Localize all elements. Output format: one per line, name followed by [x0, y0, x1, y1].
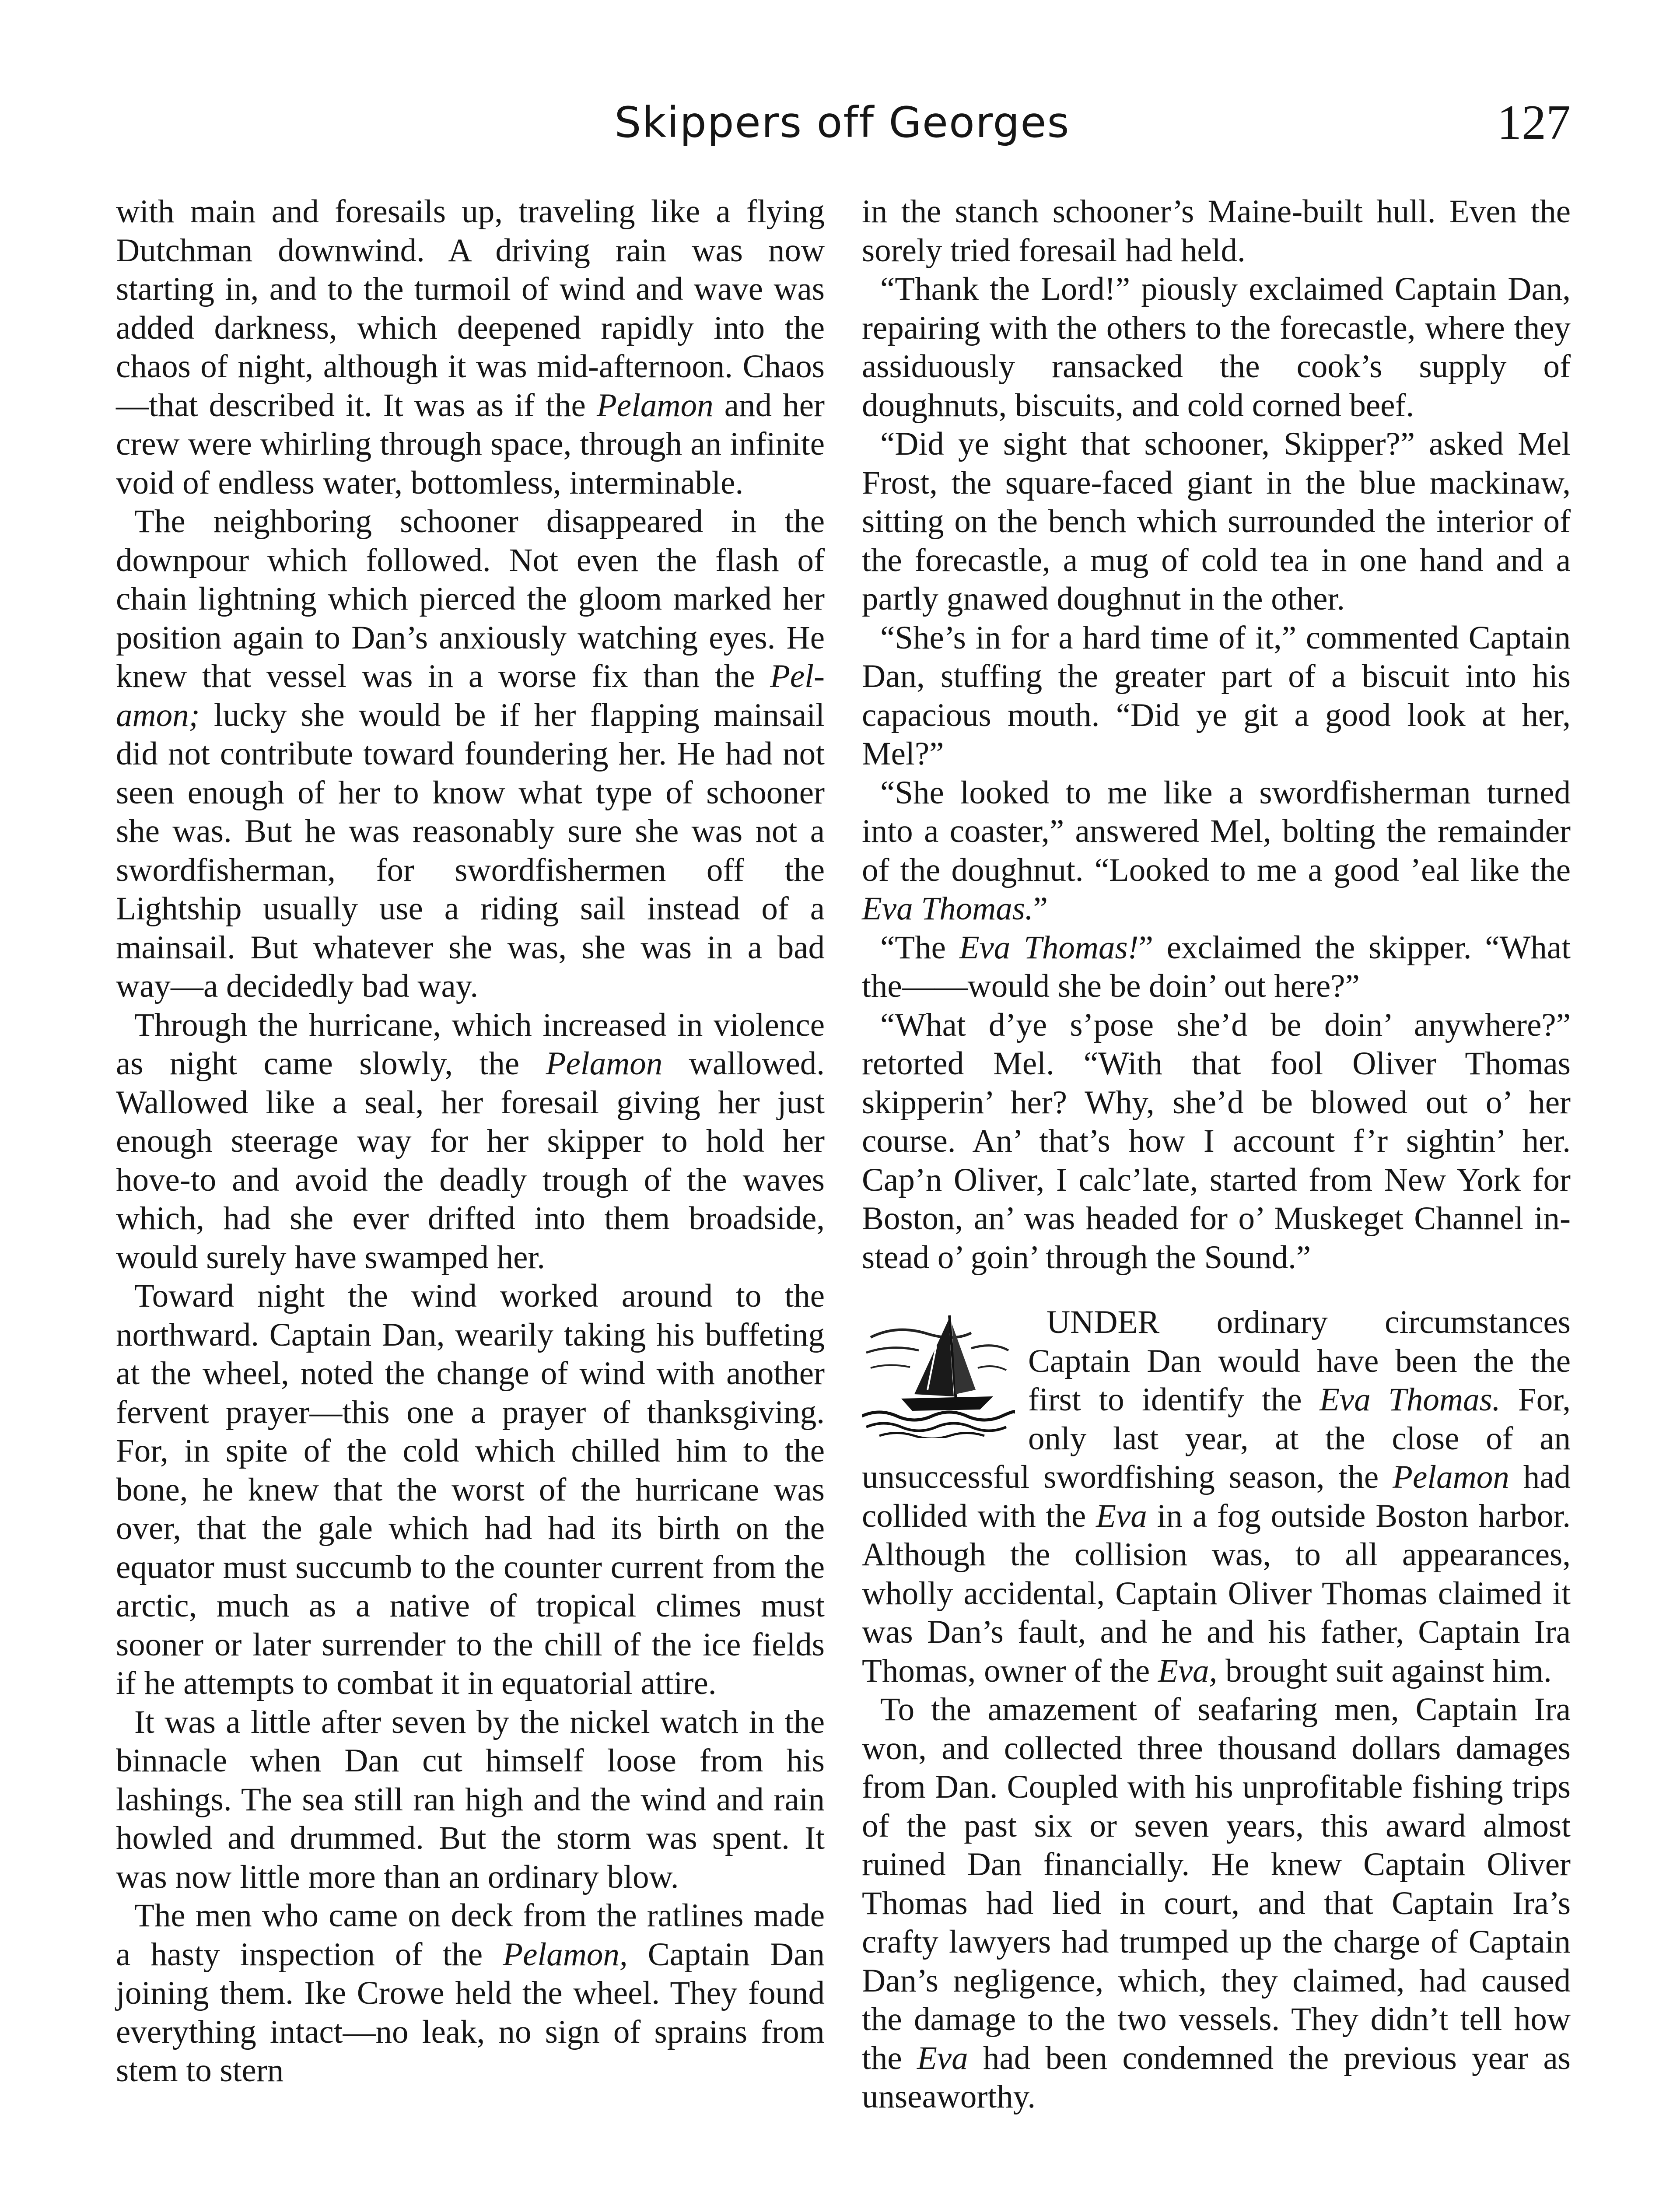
left-column: [116, 193, 825, 2090]
right-column: [862, 193, 1571, 2117]
paragraph: The men who came on deck from the ratlines made a hasty inspection of the Pelamon, Captain Dan joining them. Ike Crowe held the wheel. They found everything intact—no leak, no sign of sprains from stem to stern: [116, 1897, 825, 2089]
paragraph: UNDER ordinary circumstances Captain Dan would have been the the first to identify the Eva Thomas. For, only last year, at the close of an unsuccessful swordfishing season, the Pelamon had collided with the Eva in a fog outside Boston harbor. Although the collision was, to all appearances, wholly accidental, Captain Oliver Thomas claimed it was Dan’s fault, and he and his father, Captain Ira Thomas, owner of the Eva, brought suit against him.: [862, 1304, 1571, 1689]
paragraph: “Did ye sight that schooner, Skipper?” asked Mel Frost, the square-faced giant in the blue mackinaw, sitting on the bench which surrounded the interior of the forecastle, a mug of cold tea in one hand and a partly gnawed doughnut in the other.: [862, 426, 1571, 617]
paragraph: To the amazement of seafaring men, Captain Ira won, and collected three thousand dollars damages from Dan. Coupled with his unprofitable fishing trips of the past six or seven years, this award almost ruined Dan financially. He knew Captain Oliver Thomas had lied in court, and that Captain Ira’s crafty lawyers had trumped up the charge of Captain Dan’s negligence, which, they claimed, had caused the damage to the two vessels. They didn’t tell how the Eva had been condemned the previous year as unseaworthy.: [862, 1691, 1571, 2115]
running-head: [114, 88, 1571, 158]
section-break: [862, 1303, 1571, 2117]
paragraph: It was a little after seven by the nickel watch in the binnacle when Dan cut himself loose from his lashings. The sea still ran high and the wind and rain howled and drummed. But the storm was spent. It was now little more than an ordinary blow.: [116, 1704, 825, 1895]
paragraph: “She’s in for a hard time of it,” commented Captain Dan, stuffing the greater part of a biscuit into his capacious mouth. “Did ye git a good look at her, Mel?”: [862, 619, 1571, 772]
paragraph: The neighboring schooner disappeared in the downpour which followed. Not even the flash of chain lightning which pierced the gloom marked her position again to Dan’s anxiously watching eyes. He knew that vessel was in a worse fix than the Pelamon; lucky she would be if her flapping mainsail did not contribute toward foundering her. He had not seen enough of her to know what type of schooner she was. But he was reasonably sure she was not a swordfisherman, for swordfishermen off the Lightship usually use a riding sail instead of a mainsail. But whatever she was, she was in a bad way—a decidedly bad way.: [116, 503, 825, 1004]
paragraph: in the stanch schooner’s Maine-built hull. Even the sorely tried foresail had held.: [862, 193, 1571, 269]
running-title: Skippers off Georges: [614, 98, 1070, 147]
paragraph: “The Eva Thomas!” exclaimed the skipper. “What the——would she be doin’ out here?”: [862, 929, 1571, 1004]
page-number: 127: [1497, 95, 1571, 150]
paragraph: “Thank the Lord!” piously exclaimed Captain Dan, repairing with the others to the forecastle, where they assiduously ransacked the cook’s supply of doughnuts, biscuits, and cold corned beef.: [862, 271, 1571, 424]
paragraph: Through the hurricane, which increased in violence as night came slowly, the Pelamon wallowed. Wallowed like a seal, her foresail giving her just enough steerage way for her skipper to hold her hove-to and avoid the deadly trough of the waves which, had she ever drifted into them broadside, would surely have swamped her.: [116, 1006, 825, 1276]
paragraph: with main and foresails up, traveling like a flying Dutchman downwind. A driving rain was now starting in, and to the turmoil of wind and wave was added darkness, which deepened rapidly into the chaos of night, although it was mid-afternoon. Chaos—that described it. It was as if the Pelamon and her crew were whirling through space, through an infinite void of endless water, bottomless, interminable.: [116, 193, 825, 501]
sailing-schooner-icon: [862, 1307, 1015, 1438]
paragraph: Toward night the wind worked around to the northward. Captain Dan, wearily taking his buffeting at the wheel, noted the change of wind with another fervent prayer—this one a prayer of thanksgiving. For, in spite of the cold which chilled him to the bone, he knew that the worst of the hurricane was over, that the gale which had had its birth on the equator must succumb to the counter current from the arctic, much as a native of tropical climes must sooner or later surrender to the chill of the ice fields if he attempts to combat it in equatorial attire.: [116, 1278, 825, 1701]
paragraph: “What d’ye s’pose she’d be doin’ anywhere?” retorted Mel. “With that fool Oliver Thomas skipperin’ her? Why, she’d be blowed out o’ her course. An’ that’s how I account f’r sightin’ her. Cap’n Oliver, I calc’late, started from New York for Boston, an’ was headed for o’ Muskeget Channel instead o’ goin’ through the Sound.”: [862, 1006, 1571, 1276]
paragraph: “She looked to me like a swordfisherman turned into a coaster,” answered Mel, bolting the remainder of the doughnut. “Looked to me a good ’eal like the Eva Thomas.”: [862, 774, 1571, 927]
